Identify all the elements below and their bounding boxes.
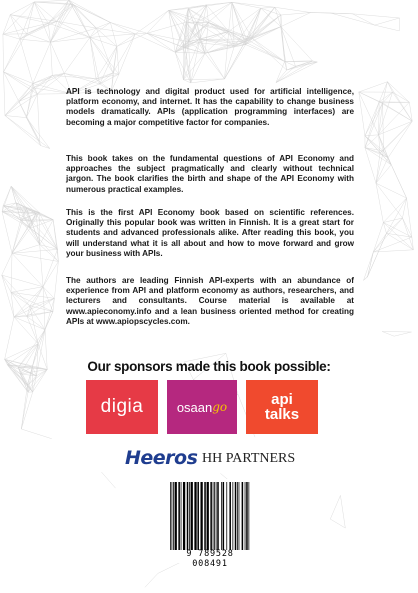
barcode-bar — [178, 482, 180, 550]
barcode-bar — [187, 482, 189, 550]
barcode-bar — [217, 482, 219, 550]
blurb-paragraph-4: The authors are leading Finnish API-experts with an abundance of experience from API and platform economy as authors, researchers, and lecturers and consultants. Course material is available at www.apieconomy.info and a lean business oriented method for creating APIs at www.apiopscycles.com. — [66, 276, 354, 326]
barcode-bar — [221, 482, 222, 550]
barcode-bar — [204, 482, 206, 550]
barcode-bar — [239, 482, 240, 550]
digia-logo — [86, 380, 158, 434]
barcode-bar — [245, 482, 246, 550]
barcode-bar — [237, 482, 238, 550]
barcode-bar — [183, 482, 185, 550]
blurb-paragraph-2: This book takes on the fundamental questions of API Economy and approaches the subject pragmatically and clearly without technical jargon. The book clarifies the birth and shape of the API Economy with numerous practical examples. — [66, 154, 354, 194]
barcode-bar — [175, 482, 177, 550]
barcode-bar — [213, 482, 214, 550]
barcode-bar — [232, 482, 233, 550]
barcode-bar — [191, 482, 193, 550]
barcode-bar — [189, 482, 190, 550]
barcode-bar — [246, 482, 248, 550]
digia-logo-text: digia — [100, 396, 144, 417]
hh-partners-logo: HH PARTNERS — [202, 451, 296, 466]
barcode-bar — [223, 482, 225, 550]
barcode-bar — [229, 482, 231, 550]
sponsors-heading: Our sponsors made this book possible: — [87, 359, 331, 374]
barcode-bar — [216, 482, 217, 550]
osaango-logo-text: osaan — [176, 399, 213, 415]
barcode-bars — [170, 482, 250, 550]
osaango-logo — [167, 380, 237, 434]
barcode-bar — [194, 482, 196, 550]
apitalks-logo-line2: talks — [264, 406, 300, 423]
osaango-logo-accent: go — [212, 400, 228, 414]
barcode-bar — [172, 482, 173, 550]
apitalks-logo-line1: api — [271, 391, 293, 408]
barcode-bar — [207, 482, 209, 550]
barcode-bar — [235, 482, 237, 550]
isbn-number: 9 789528 008491 — [186, 549, 234, 569]
blurb-paragraph-3: This is the first API Economy book based on scientific references. Originally this popular book was written in Finnish. It is a great start for students and advanced professionals alike. After reading this book, you will understand what it is all about and how to move forward and grow your business with APIs. — [66, 208, 354, 258]
barcode-bar — [226, 482, 227, 550]
barcode-bar — [181, 482, 182, 550]
barcode-bar — [200, 482, 202, 550]
barcode-bar — [214, 482, 215, 550]
blurb-paragraph-1: API is technology and digital product used for artificial intelligence, platform economy, and internet. It has the capability to change business models dramatically. APIs (application programming interfaces) are becoming a major competitive factor for companies. — [66, 87, 354, 127]
barcode-bar — [242, 482, 244, 550]
apitalks-logo — [246, 380, 318, 434]
heeros-logo: Heeros — [125, 447, 198, 469]
barcode-bar — [248, 482, 249, 550]
barcode-bar — [170, 482, 171, 550]
barcode-bar — [173, 482, 174, 550]
barcode-bar — [210, 482, 212, 550]
isbn-barcode — [166, 479, 254, 569]
barcode-bar — [197, 482, 199, 550]
